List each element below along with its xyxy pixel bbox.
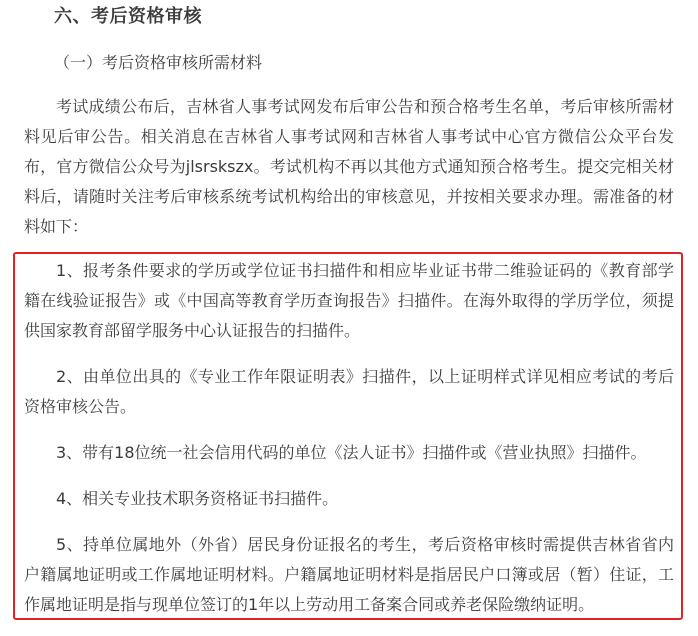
section-heading: 六、考后资格审核 [54,6,202,27]
material-item-4: 4、相关专业技术职务资格证书扫描件。 [56,489,339,508]
material-item-2: 2、由单位出具的《专业工作年限证明表》扫描件，以上证明样式详见相应考试的考后资格审核公告。 [24,367,674,416]
subsection-heading: （一）考后资格审核所需材料 [54,53,263,72]
material-item-3: 3、带有18位统一社会信用代码的单位《法人证书》扫描件或《营业执照》扫描件。 [56,443,647,462]
intro-paragraph: 考试成绩公布后，吉林省人事考试网发布后审公告和预合格考生名单，考后审核所需材料见后审公告。相关消息在吉林省人事考试网和吉林省人事考试中心官方微信公众平台发布，官方微信公众号为jlsrskszx。考试机构不再以其他方式通知预合格考生。提交完相关材料后，请随时关注考后审核系统考试机构给出的审核意见，并按相关要求办理。需准备的材料如下： [24,97,674,236]
material-item-5: 5、持单位属地外（外省）居民身份证报名的考生，考后资格审核时需提供吉林省省内户籍属地证明或工作属地证明材料。户籍属地证明材料是指居民户口簿或居（暂）住证，工作属地证明是指与现单位签订的1年以上劳动用工备案合同或养老保险缴纳证明。 [24,535,674,614]
material-item-1: 1、报考条件要求的学历或学位证书扫描件和相应毕业证书带二维验证码的《教育部学籍在线验证报告》或《中国高等教育学历查询报告》扫描件。在海外取得的学历学位，须提供国家教育部留学服务中心认证报告的扫描件。 [24,261,674,340]
materials-list [24,256,674,636]
